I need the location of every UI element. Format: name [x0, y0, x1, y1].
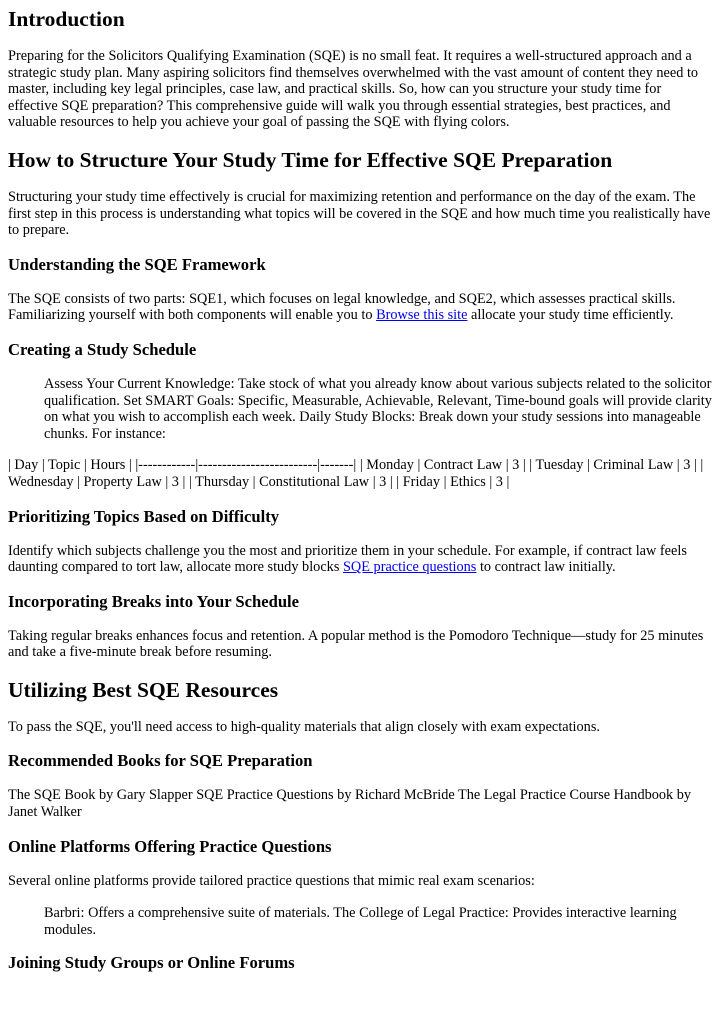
schedule-table-text: | Day | Topic | Hours | |------------|-------------------------|-------| | Monday | Contract Law | 3 | | Tuesday | Criminal Law | 3 | | Wednesday | Property Law | 3 | | Thursday | Constitutional Law | 3 | | Friday | Ethics | 3 | — [8, 457, 704, 490]
platforms-quote: Barbri: Offers a comprehensive suite of materials. The College of Legal Practice: Provides interactive learning modules. — [44, 905, 677, 938]
sqe-practice-questions-link[interactable]: SQE practice questions — [342, 559, 477, 576]
prioritizing-paragraph — [8, 543, 712, 576]
prioritizing-text-before: Identify which subjects challenge you the most and prioritize them in your schedule. For example, if contract law feels daunting compared to tort law, allocate more study blocks — [8, 542, 687, 576]
heading-online-platforms: Online Platforms Offering Practice Questions — [8, 836, 332, 856]
platforms-paragraph: Several online platforms provide tailored practice questions that mimic real exam scenarios: — [8, 872, 535, 889]
structure-paragraph: Structuring your study time effectively is crucial for maximizing retention and performance on the day of the exam. The first step in this process is understanding what topics will be covered in the SQE and how much time you realistically have to prepare. — [8, 188, 711, 239]
resources-paragraph: To pass the SQE, you'll need access to high-quality materials that align closely with exam expectations. — [8, 718, 600, 735]
heading-breaks: Incorporating Breaks into Your Schedule — [8, 591, 300, 611]
prioritizing-text-after: to contract law initially. — [476, 559, 616, 576]
framework-text-after: allocate your study time efficiently. — [467, 307, 674, 324]
books-paragraph: The SQE Book by Gary Slapper SQE Practice Questions by Richard McBride The Legal Practice Course Handbook by Janet Walker — [8, 787, 692, 821]
heading-sqe-framework: Understanding the SQE Framework — [8, 254, 266, 274]
heading-recommended-books: Recommended Books for SQE Preparation — [8, 751, 313, 771]
heading-introduction: Introduction — [8, 7, 125, 31]
heading-structure-study-time: How to Structure Your Study Time for Effective SQE Preparation — [8, 147, 613, 172]
intro-paragraph: Preparing for the Solicitors Qualifying Examination (SQE) is no small feat. It requires a well-structured approach and a strategic study plan. Many aspiring solicitors find themselves overwhelmed with the vast amount of content they need to master, including key legal principles, case law, and practical skills. So, how can you structure your study time for effective SQE preparation? This comprehensive guide will walk you through essential strategies, best practices, and valuable resources to help you achieve your goal of passing the SQE with flying colors. — [8, 48, 699, 131]
heading-study-groups: Joining Study Groups or Online Forums — [8, 953, 295, 973]
breaks-paragraph: Taking regular breaks enhances focus and retention. A popular method is the Pomodoro Technique—study for 25 minutes and take a five-minute break before resuming. — [8, 627, 704, 661]
schedule-quote: Assess Your Current Knowledge: Take stock of what you already know about various subjects related to the solicitor qualification. Set SMART Goals: Specific, Measurable, Achievable, Relevant, Time-bound goals will provide clarity on what you wish to accomplish each week. Daily Study Blocks: Break down your study sessions into manageable chunks. For instance: — [44, 375, 712, 442]
framework-text-before: The SQE consists of two parts: SQE1, which focuses on legal knowledge, and SQE2, which assesses practical skills. Familiarizing yourself with both components will enable you to — [8, 290, 676, 324]
heading-prioritizing-topics: Prioritizing Topics Based on Difficulty — [8, 506, 280, 526]
heading-study-schedule: Creating a Study Schedule — [8, 339, 197, 359]
framework-paragraph — [8, 291, 712, 324]
browse-site-link[interactable]: Browse this site — [376, 307, 468, 324]
heading-sqe-resources: Utilizing Best SQE Resources — [8, 677, 279, 702]
